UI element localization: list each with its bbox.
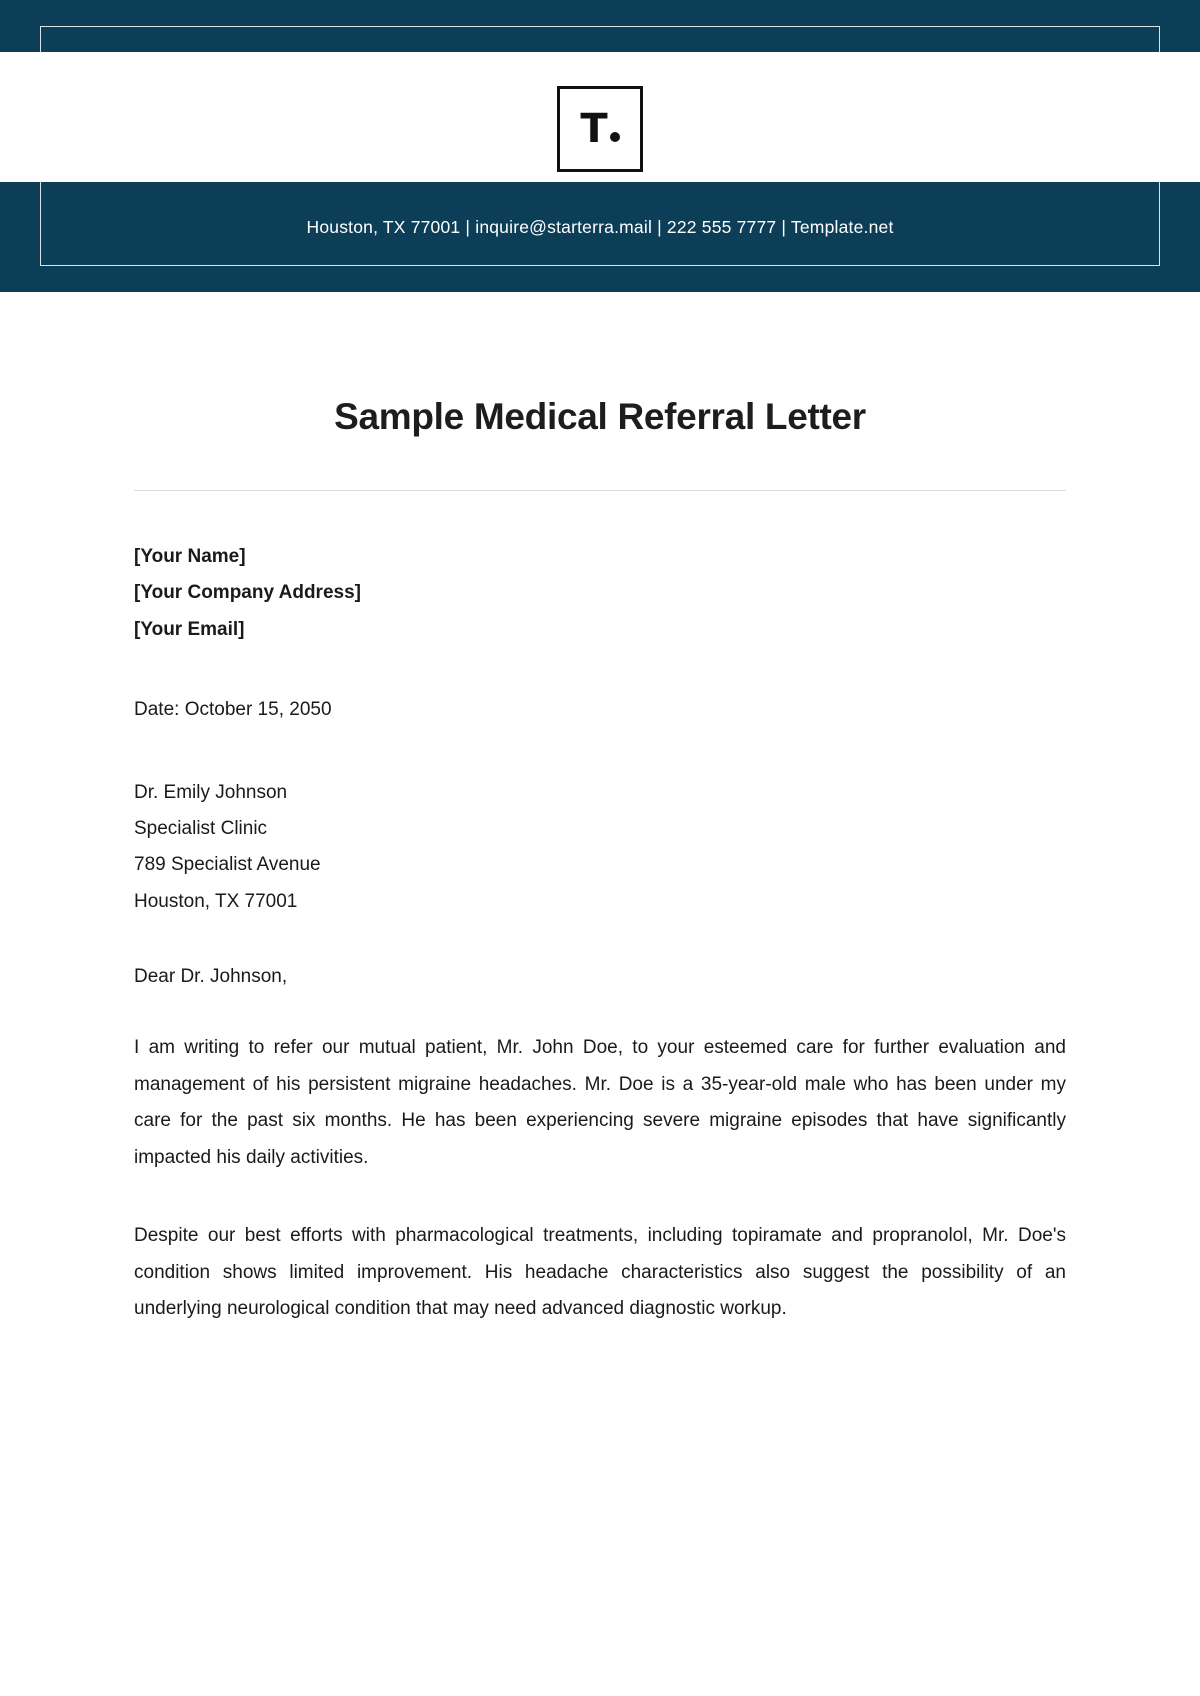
sender-address: [Your Company Address] (134, 582, 361, 604)
letterhead-contact-line: Houston, TX 77001 | inquire@starterra.mail | 222 555 7777 | Template.net (306, 217, 894, 237)
recipient-organization: Specialist Clinic (134, 817, 268, 839)
recipient-name: Dr. Emily Johnson (134, 781, 288, 803)
body-paragraph-1: I am writing to refer our mutual patient, Mr. John Doe, to your esteemed care for further evaluation and management of his persistent migraine headaches. Mr. Doe is a 35-year-old male who has been under my care for the past six months. He has been experiencing severe migraine episodes that have significantly impacted his daily activities. (134, 1037, 1066, 1168)
logo-mark (580, 106, 619, 152)
logo-dot-icon (610, 132, 620, 142)
logo-container (557, 86, 643, 172)
sender-block (134, 539, 1066, 648)
letter-body (0, 292, 1200, 1328)
sender-email: [Your Email] (134, 618, 245, 640)
title-divider (134, 490, 1066, 491)
sender-name: [Your Name] (134, 546, 246, 567)
body-paragraph-2: Despite our best efforts with pharmacological treatments, including topiramate and propranolol, Mr. Doe's condition shows limited improvement. His headache characteristics also suggest the possibility of an underlying neurological condition that may need advanced diagnostic workup. (134, 1225, 1066, 1320)
letterhead (0, 0, 1200, 292)
letter-date: Date: October 15, 2050 (134, 699, 332, 721)
recipient-street: 789 Specialist Avenue (134, 854, 321, 876)
recipient-city: Houston, TX 77001 (134, 890, 298, 912)
recipient-block (134, 775, 1066, 921)
page-title: Sample Medical Referral Letter (334, 396, 866, 437)
salutation: Dear Dr. Johnson, (134, 966, 288, 988)
logo-letter: T (580, 106, 607, 152)
